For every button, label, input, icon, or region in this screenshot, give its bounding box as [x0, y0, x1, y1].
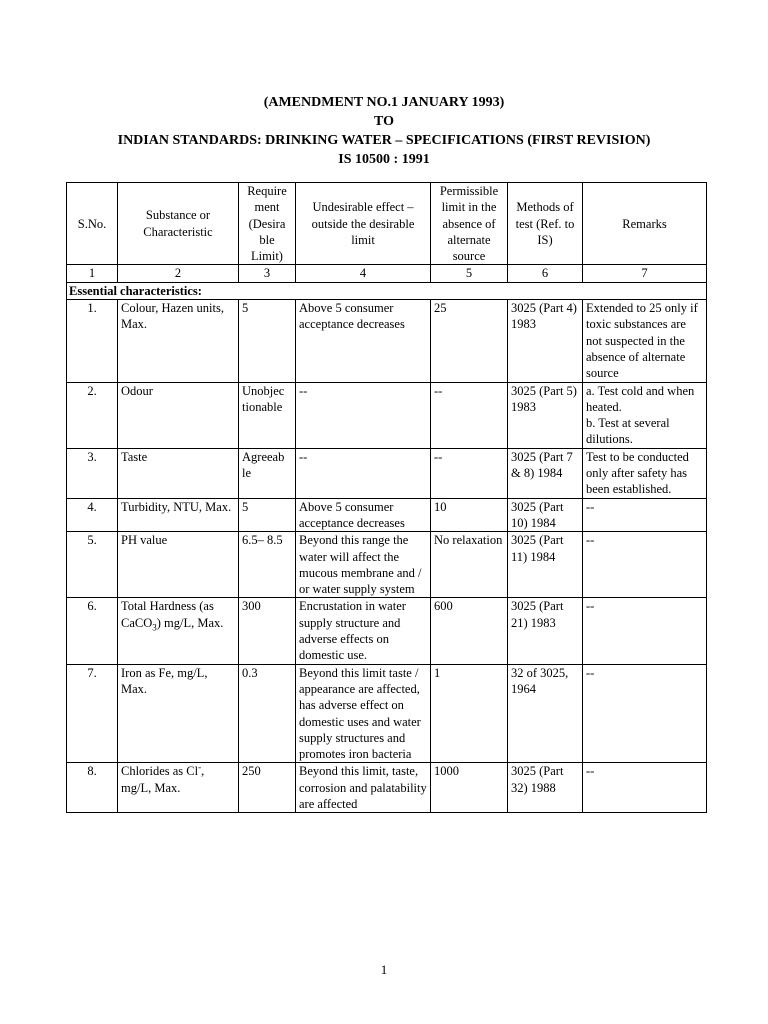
header-permissible-limit: Permissible limit in the absence of alternate source: [431, 183, 508, 265]
row-requirement: 5: [239, 498, 296, 532]
table-row: [67, 763, 707, 813]
row-method: 3025 (Part 32) 1988: [508, 763, 583, 813]
row-substance: Colour, Hazen units, Max.: [118, 300, 239, 382]
row-substance: Iron as Fe, mg/L, Max.: [118, 664, 239, 763]
row-permissible: 1000: [431, 763, 508, 813]
row-requirement: 250: [239, 763, 296, 813]
row-method: 3025 (Part 10) 1984: [508, 498, 583, 532]
table-row: [67, 300, 707, 382]
row-sno: 2.: [67, 382, 118, 448]
row-substance: Taste: [118, 448, 239, 498]
row-substance: [118, 763, 239, 813]
header-sno: S.No.: [67, 183, 118, 265]
specification-table: [66, 182, 707, 813]
remark-b: b. Test at several dilutions.: [586, 416, 670, 447]
row-sno: 4.: [67, 498, 118, 532]
remark-a: a. Test cold and when heated.: [586, 383, 695, 414]
column-number: 2: [118, 265, 239, 282]
row-remarks: --: [583, 598, 707, 664]
table-row: [67, 532, 707, 598]
header-requirement: Require ment (Desira ble Limit): [239, 183, 296, 265]
row-sno: 7.: [67, 664, 118, 763]
substance-text: Chlorides as Cl: [121, 764, 199, 779]
column-number: 1: [67, 265, 118, 282]
table-row: [67, 382, 707, 448]
table-row: [67, 598, 707, 664]
row-sno: 8.: [67, 763, 118, 813]
title-connector: TO: [374, 114, 394, 129]
row-remarks: --: [583, 664, 707, 763]
row-remarks: Test to be conducted only after safety has been established.: [583, 448, 707, 498]
row-effect: Beyond this limit, taste, corrosion and palatability are affected: [296, 763, 431, 813]
document-heading: [0, 93, 768, 169]
standard-title: INDIAN STANDARDS: DRINKING WATER – SPECIFICATIONS (FIRST REVISION): [117, 133, 651, 148]
row-remarks: --: [583, 498, 707, 532]
row-sno: 5.: [67, 532, 118, 598]
row-sno: 6.: [67, 598, 118, 664]
row-permissible: 25: [431, 300, 508, 382]
column-number: 7: [583, 265, 707, 282]
row-method: 3025 (Part 7 & 8) 1984: [508, 448, 583, 498]
row-remarks: Extended to 25 only if toxic substances are not suspected in the absence of alternate source: [583, 300, 707, 382]
row-remarks: [583, 382, 707, 448]
subscript: 3: [152, 622, 157, 633]
substance-text: ) mg/L, Max.: [156, 615, 224, 630]
row-effect: Beyond this range the water will affect the mucous membrane and / or water supply system: [296, 532, 431, 598]
row-permissible: --: [431, 382, 508, 448]
row-method: 3025 (Part 21) 1983: [508, 598, 583, 664]
row-substance: PH value: [118, 532, 239, 598]
table-header-row: [67, 183, 707, 265]
row-permissible: 1: [431, 664, 508, 763]
row-method: 3025 (Part 11) 1984: [508, 532, 583, 598]
substance-text: Total Hardness (as CaCO: [121, 599, 214, 630]
row-effect: Above 5 consumer acceptance decreases: [296, 498, 431, 532]
row-effect: --: [296, 382, 431, 448]
header-substance: Substance or Characteristic: [118, 183, 239, 265]
section-label: Essential characteristics:: [67, 282, 707, 299]
row-sno: 1.: [67, 300, 118, 382]
row-method: 32 of 3025, 1964: [508, 664, 583, 763]
column-number: 5: [431, 265, 508, 282]
row-permissible: No relaxation: [431, 532, 508, 598]
row-method: 3025 (Part 4) 1983: [508, 300, 583, 382]
row-effect: --: [296, 448, 431, 498]
column-number: 4: [296, 265, 431, 282]
row-substance: [118, 598, 239, 664]
row-requirement: 6.5– 8.5: [239, 532, 296, 598]
table-row: [67, 448, 707, 498]
table-row: [67, 664, 707, 763]
section-row: [67, 282, 707, 299]
header-undesirable-effect: Undesirable effect – outside the desirable limit: [296, 183, 431, 265]
row-effect: Encrustation in water supply structure and adverse effects on domestic use.: [296, 598, 431, 664]
row-requirement: Agreeab le: [239, 448, 296, 498]
superscript: -: [198, 762, 202, 773]
row-requirement: 0.3: [239, 664, 296, 763]
row-sno: 3.: [67, 448, 118, 498]
page-number: 1: [380, 962, 388, 977]
row-effect: Beyond this limit taste / appearance are affected, has adverse effect on domestic uses and water supply structures and promotes iron bacteria: [296, 664, 431, 763]
column-number-row: [67, 265, 707, 282]
table-row: [67, 498, 707, 532]
row-permissible: 600: [431, 598, 508, 664]
standard-number: IS 10500 : 1991: [338, 152, 430, 167]
header-methods-of-test: Methods of test (Ref. to IS): [508, 183, 583, 265]
amendment-title: (AMENDMENT NO.1 JANUARY 1993): [263, 95, 505, 110]
column-number: 3: [239, 265, 296, 282]
row-remarks: --: [583, 763, 707, 813]
row-substance: Odour: [118, 382, 239, 448]
header-remarks: Remarks: [583, 183, 707, 265]
row-substance: Turbidity, NTU, Max.: [118, 498, 239, 532]
substance-text: , mg/L, Max.: [121, 764, 205, 795]
row-permissible: 10: [431, 498, 508, 532]
row-method: 3025 (Part 5) 1983: [508, 382, 583, 448]
column-number: 6: [508, 265, 583, 282]
row-requirement: Unobjec tionable: [239, 382, 296, 448]
row-requirement: 5: [239, 300, 296, 382]
row-effect: Above 5 consumer acceptance decreases: [296, 300, 431, 382]
row-remarks: --: [583, 532, 707, 598]
row-permissible: --: [431, 448, 508, 498]
row-requirement: 300: [239, 598, 296, 664]
